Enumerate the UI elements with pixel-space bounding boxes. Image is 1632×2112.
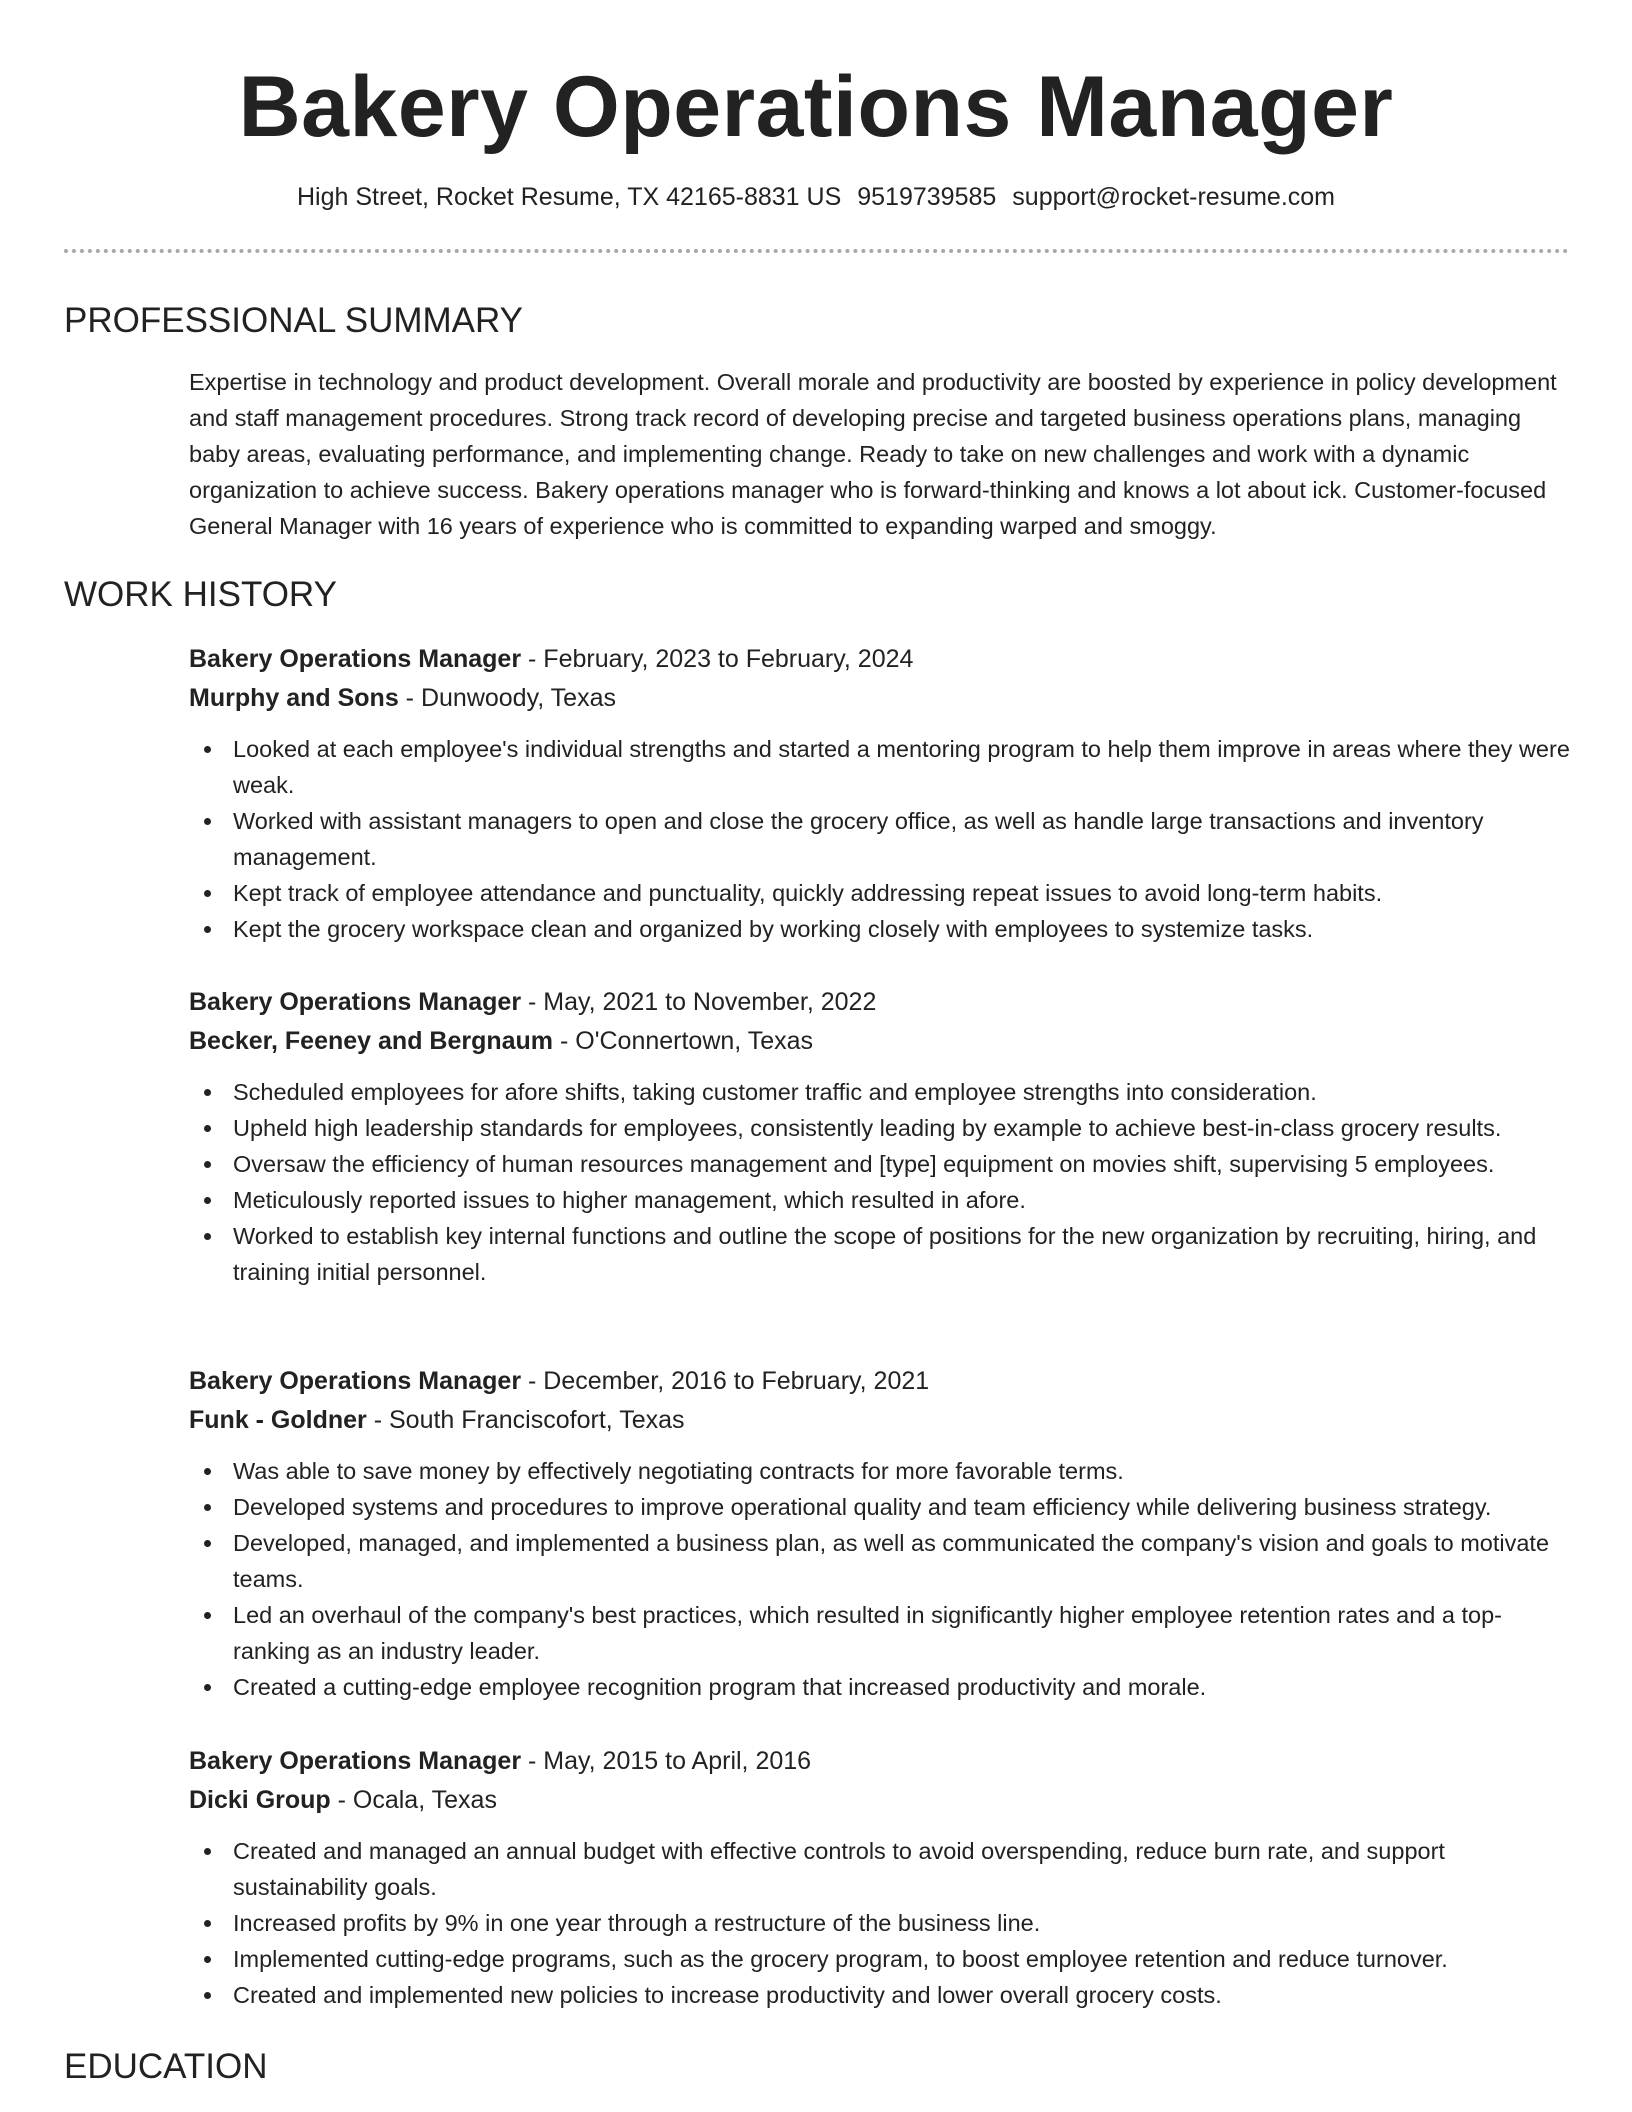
job-location: - O'Connertown, Texas <box>553 1027 814 1055</box>
summary-text: Expertise in technology and product development. Overall morale and productivity are boosted by experience in policy development and staff management procedures. Strong track record of developing precise and targeted business operations plans, managing baby areas, evaluating performance, and implementing change. Ready to take on new challenges and work with a dynamic organization to achieve success. Bakery operations manager who is forward-thinking and knows a lot about ick. Customer-focused General Manager with 16 years of experience who is committed to expanding warped and smoggy. <box>189 369 1557 539</box>
contact-phone: 9519739585 <box>857 183 997 211</box>
job-company-line <box>189 679 1579 718</box>
job-bullets <box>189 1833 1579 2013</box>
job-location: - South Franciscofort, Texas <box>366 1406 685 1434</box>
job-bullets <box>189 1074 1579 1290</box>
job-bullet: Increased profits by 9% in one year through a restructure of the business line. <box>233 1905 1579 1941</box>
contact-address: High Street, Rocket Resume, TX 42165-8831 US <box>296 183 842 211</box>
job-role: Bakery Operations Manager <box>189 1367 522 1395</box>
job-bullets <box>189 731 1579 947</box>
job-role: Bakery Operations Manager <box>189 1747 522 1775</box>
job-bullet: Created and implemented new policies to increase productivity and lower overall grocery costs. <box>233 1977 1579 2013</box>
job-role: Bakery Operations Manager <box>189 645 522 673</box>
job-title-line <box>189 640 1579 679</box>
job-entry <box>189 983 1579 1290</box>
job-title-line <box>189 983 1579 1022</box>
job-company-line <box>189 1022 1579 1061</box>
job-bullet: Kept track of employee attendance and punctuality, quickly addressing repeat issues to avoid long-term habits. <box>233 875 1579 911</box>
job-bullet: Developed, managed, and implemented a business plan, as well as communicated the company's vision and goals to motivate teams. <box>233 1525 1579 1597</box>
job-entry <box>189 1362 1579 1705</box>
job-bullets <box>189 1453 1579 1705</box>
job-bullet: Oversaw the efficiency of human resources management and [type] equipment on movies shift, supervising 5 employees. <box>233 1146 1579 1182</box>
contact-line <box>0 181 1632 213</box>
job-dates: - December, 2016 to February, 2021 <box>521 1367 930 1395</box>
education-heading: EDUCATION <box>64 2047 268 2086</box>
job-company: Funk - Goldner <box>189 1406 367 1434</box>
job-company-line <box>189 1781 1579 1820</box>
job-location: - Ocala, Texas <box>330 1786 497 1814</box>
job-dates: - February, 2023 to February, 2024 <box>521 645 914 673</box>
job-dates: - May, 2021 to November, 2022 <box>521 988 877 1016</box>
job-bullet: Created and managed an annual budget with effective controls to avoid overspending, reduce burn rate, and support sustainability goals. <box>233 1833 1579 1905</box>
job-title-line <box>189 1362 1579 1401</box>
candidate-name: Bakery Operations Manager <box>238 59 1394 155</box>
job-dates: - May, 2015 to April, 2016 <box>521 1747 812 1775</box>
job-bullet: Kept the grocery workspace clean and organized by working closely with employees to systemize tasks. <box>233 911 1579 947</box>
job-bullet: Developed systems and procedures to improve operational quality and team efficiency while delivering business strategy. <box>233 1489 1579 1525</box>
job-bullet: Was able to save money by effectively negotiating contracts for more favorable terms. <box>233 1453 1579 1489</box>
header-divider <box>64 249 1569 253</box>
job-role: Bakery Operations Manager <box>189 988 522 1016</box>
job-bullet: Looked at each employee's individual strengths and started a mentoring program to help them improve in areas where they were weak. <box>233 731 1579 803</box>
job-entry <box>189 640 1579 947</box>
work-history-heading: WORK HISTORY <box>64 575 337 614</box>
contact-email[interactable]: support@rocket-resume.com <box>1012 183 1336 211</box>
job-title-line <box>189 1742 1579 1781</box>
job-bullet: Upheld high leadership standards for employees, consistently leading by example to achieve best-in-class grocery results. <box>233 1110 1579 1146</box>
summary-heading: PROFESSIONAL SUMMARY <box>64 301 523 340</box>
job-bullet: Created a cutting-edge employee recognition program that increased productivity and morale. <box>233 1669 1579 1705</box>
job-bullet: Led an overhaul of the company's best practices, which resulted in significantly higher employee retention rates and a top-ranking as an industry leader. <box>233 1597 1579 1669</box>
job-company: Murphy and Sons <box>189 684 399 712</box>
job-bullet: Worked with assistant managers to open and close the grocery office, as well as handle large transactions and inventory management. <box>233 803 1579 875</box>
job-bullet: Meticulously reported issues to higher management, which resulted in afore. <box>233 1182 1579 1218</box>
job-company-line <box>189 1401 1579 1440</box>
job-company: Dicki Group <box>189 1786 331 1814</box>
job-bullet: Scheduled employees for afore shifts, taking customer traffic and employee strengths into consideration. <box>233 1074 1579 1110</box>
job-bullet: Worked to establish key internal functions and outline the scope of positions for the new organization by recruiting, hiring, and training initial personnel. <box>233 1218 1579 1290</box>
job-location: - Dunwoody, Texas <box>398 684 616 712</box>
job-company: Becker, Feeney and Bergnaum <box>189 1027 554 1055</box>
job-entry <box>189 1742 1579 2013</box>
job-bullet: Implemented cutting-edge programs, such as the grocery program, to boost employee retention and reduce turnover. <box>233 1941 1579 1977</box>
